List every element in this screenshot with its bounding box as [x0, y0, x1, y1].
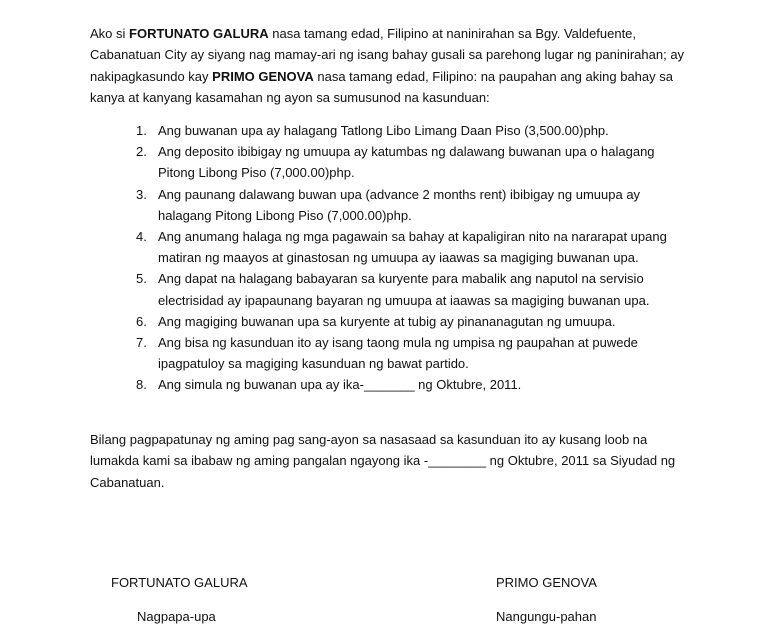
term-item [136, 184, 678, 226]
terms-list [136, 120, 678, 396]
term-number: 4. [136, 229, 147, 245]
term-item [136, 120, 678, 141]
term-item [136, 141, 678, 183]
term-number: 6. [136, 313, 147, 329]
lessor-signature-name: FORTUNATO GALURA [111, 575, 248, 590]
term-item [136, 374, 678, 395]
term-item [136, 311, 678, 332]
term-text: Ang paunang dalawang buwan upa (advance 2 months rent) ibibigay ng umuupa ay halagang Pitong Libong Piso (7,000.00)php. [158, 186, 641, 223]
term-text: Ang buwanan upa ay halagang Tatlong Libo Limang Daan Piso (3,500.00)php. [158, 123, 609, 138]
term-number: 8. [136, 377, 147, 393]
term-text: Ang dapat na halagang babayaran sa kuryente para mabalik ang naputol na servisio electrisidad ay ipapaunang bayaran ng umuupa at iaawas sa magiging buwanan upa. [158, 271, 650, 308]
term-text: Ang magiging buwanan upa sa kuryente at tubig ay pinananagutan ng umuupa. [158, 313, 616, 329]
lessor-name: FORTUNATO GALURA [129, 26, 269, 41]
term-text: Ang deposito ibibigay ng umuupa ay katumbas ng dalawang buwanan upa o halagang Pitong Libong Piso (7,000.00)php. [158, 144, 655, 181]
closing-paragraph: Bilang pagpapatunay ng aming pag sang-ayon sa nasasaad sa kasunduan ito ay kusang loob na lumakda kami sa ibabaw ng aming pangalan ngayong ika -________ ng Oktubre, 2011 sa Siyudad ng Cabanatuan. [90, 432, 676, 490]
lessee-signature-role: Nangungu-pahan [496, 609, 597, 624]
intro-text-1: Ako si [90, 26, 130, 41]
lessee-signature-name: PRIMO GENOVA [496, 575, 597, 590]
term-item [136, 332, 678, 374]
term-number: 5. [136, 271, 147, 287]
term-number: 1. [136, 123, 147, 138]
intro-paragraph [90, 23, 690, 108]
term-text: Ang bisa ng kasunduan ito ay isang taong mula ng umpisa ng paupahan at puwede ipagpatuloy sa magiging kasunduan ng bawat partido. [158, 335, 638, 372]
term-text: Ang simula ng buwanan upa ay ika-_______ ng Oktubre, 2011. [158, 377, 522, 393]
lessee-name: PRIMO GENOVA [212, 68, 314, 84]
term-item [136, 226, 678, 268]
term-item [136, 268, 678, 310]
lessor-signature-role: Nagpapa-upa [137, 609, 216, 624]
term-text: Ang anumang halaga ng mga pagawain sa bahay at kapaligiran nito na nararapat upang matiran ng maayos at ginastosan ng umuupa ay iaawas sa magiging buwanan upa. [158, 229, 667, 266]
intro-text-2: nasa tamang edad, Filipino at naninirahan sa Bgy. Valdefuente, Cabanatuan City ay siyang nag mamay-ari ng isang bahay gusali sa parehong lugar ng paninirahan; ay nakipagkasundo kay [90, 26, 685, 84]
term-number: 7. [136, 335, 147, 351]
term-number: 2. [136, 144, 147, 160]
term-number: 3. [136, 186, 147, 202]
intro-text-3: nasa tamang edad, Filipino: na paupahan ang aking bahay sa kanya at kanyang kasamahan ng ayon sa sumusunod na kasunduan: [90, 68, 673, 105]
